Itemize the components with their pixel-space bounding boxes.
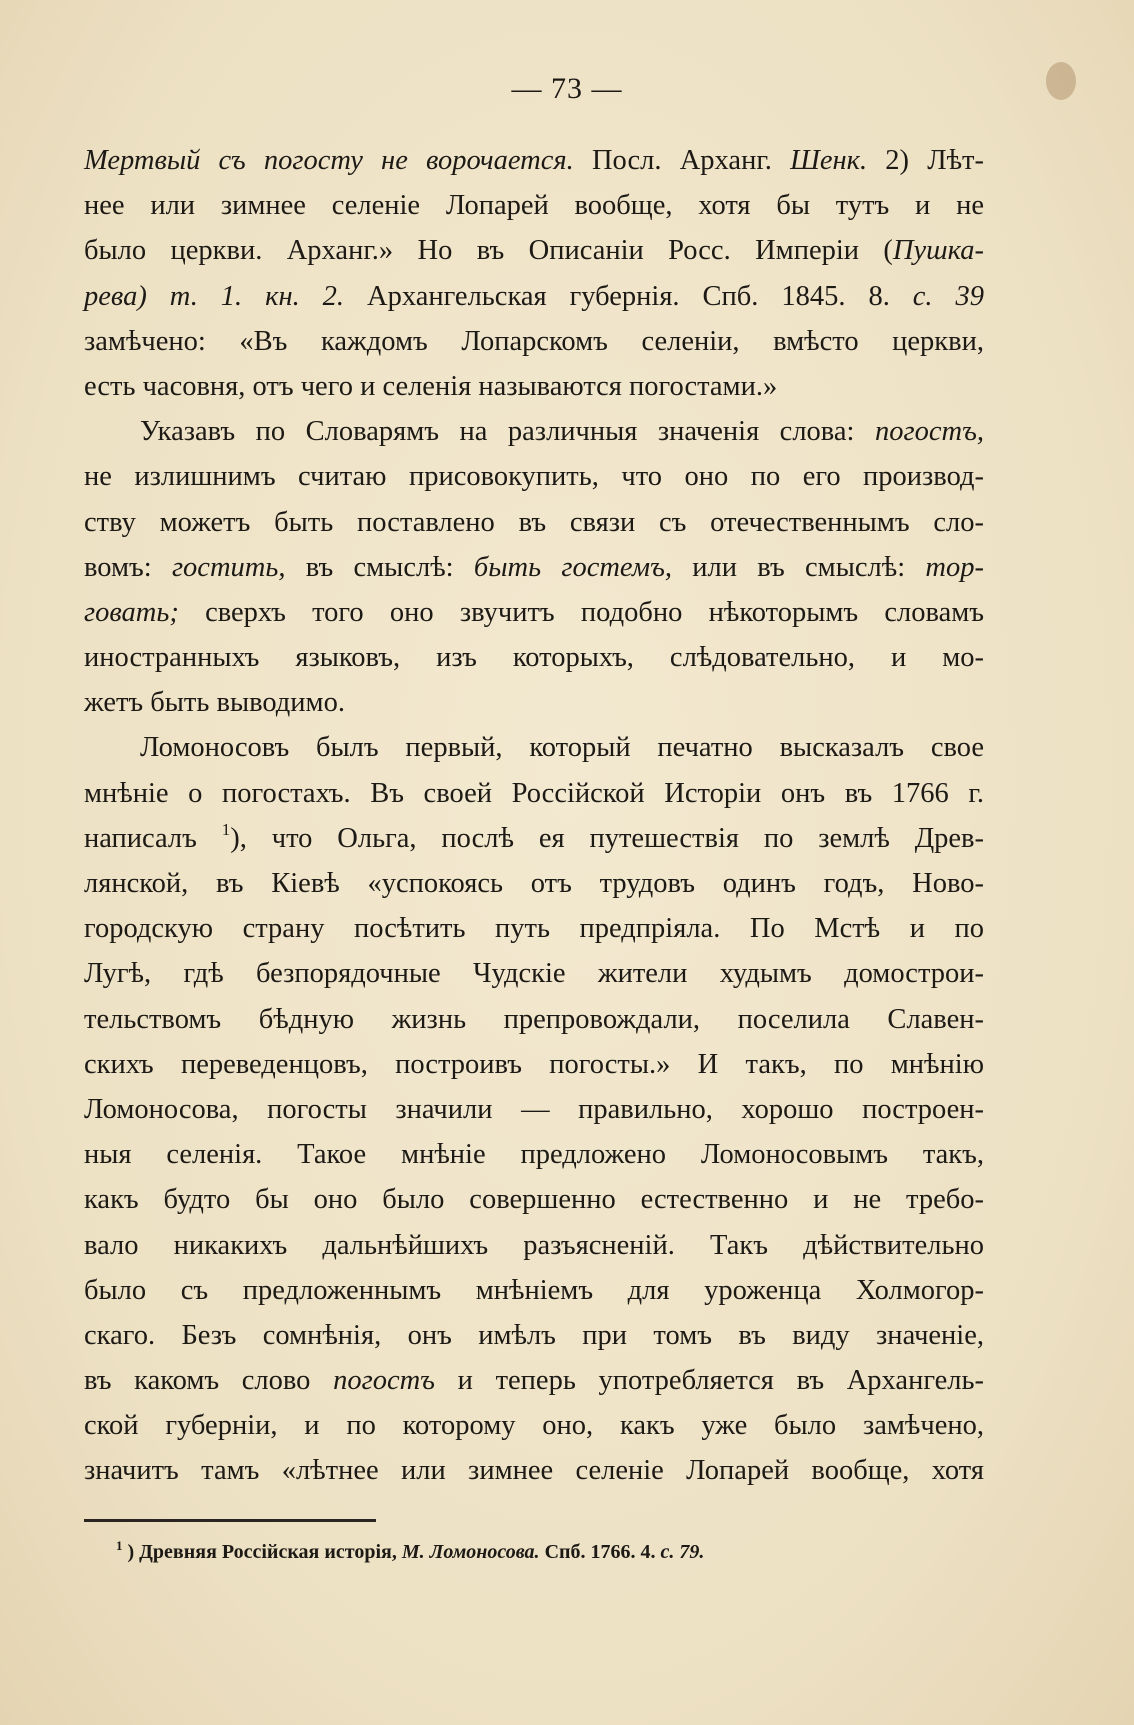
text-segment: скихъ переведенцовъ, построивъ погосты.» И такъ, по мнѣнію (84, 1048, 984, 1080)
text-segment: лянской, въ Кіевѣ «успокоясь отъ трудовъ одинъ годъ, Ново- (84, 868, 984, 899)
text-segment: Шенк. (790, 145, 868, 176)
text-segment: есть часовня, отъ чего и селенія называются погостами.» (84, 370, 778, 402)
text-segment: с. 39 (912, 280, 985, 312)
text-line (84, 725, 984, 770)
text-line (84, 861, 984, 906)
text-segment: тор- (925, 551, 984, 583)
text-line (84, 635, 984, 680)
text-segment: не излишнимъ считаю присовокупить, что оно по его производ- (84, 461, 984, 493)
text-segment: Пушка- (892, 235, 984, 267)
text-line (84, 1313, 984, 1358)
text-segment: ныя селенія. Такое мнѣніе предложено Ломоносовымъ такъ, (84, 1139, 984, 1171)
text-line (84, 1087, 984, 1132)
text-line (84, 816, 984, 861)
text-segment: Лугѣ, гдѣ безпорядочные Чудскіе жители худымъ домострои- (84, 958, 984, 990)
text-line (84, 454, 984, 499)
text-segment: Ломоносова, погосты значили — правильно, хорошо построен- (84, 1093, 984, 1125)
text-segment: Ломоносовъ былъ первый, который печатно высказалъ свое (140, 732, 984, 764)
text-segment: Указавъ по Словарямъ на различныя значенія слова: (140, 416, 875, 448)
text-segment: Посл. Арханг. (573, 145, 791, 176)
footnote-segment: Спб. 1766. 4. (539, 1541, 661, 1563)
footnote-segment: с. 79. (660, 1541, 705, 1563)
footnote (116, 1538, 705, 1564)
text-line (84, 951, 984, 996)
text-segment: ской губерніи, и по которому оно, какъ уже было замѣчено, (84, 1410, 984, 1442)
text-segment: замѣчено: «Въ каждомъ Лопарскомъ селеніи, вмѣсто церкви, (84, 325, 984, 357)
text-segment: ству можетъ быть поставлено въ связи съ отечественнымъ сло- (84, 506, 984, 538)
text-segment: сверхъ того оно звучитъ подобно нѣкоторымъ словамъ (178, 596, 984, 628)
text-segment: и теперь употребляется въ Архангель- (434, 1365, 985, 1397)
text-line (84, 1358, 984, 1403)
footnote-rule (84, 1519, 376, 1522)
text-segment: погостъ (333, 1365, 435, 1397)
body-text (84, 138, 984, 1494)
text-segment: 2) Лѣт- (867, 145, 984, 176)
text-line (84, 1403, 984, 1448)
page-number: — 73 — (511, 72, 623, 105)
text-segment: или въ смыслѣ: (671, 551, 926, 583)
footnote-reference: 1 (221, 819, 231, 839)
text-segment: было церкви. Арханг.» Но въ Описаніи Росс. Имперіи ( (84, 235, 893, 267)
text-segment: иностранныхъ языковъ, изъ которыхъ, слѣдовательно, и мо- (84, 642, 984, 674)
text-segment: нее или зимнее селеніе Лопарей вообще, хотя бы тутъ и не (84, 190, 984, 222)
footnote-segment: ) Древняя Россійская исторія, (127, 1541, 402, 1563)
text-segment: ), что Ольга, послѣ ея путешествія по землѣ Древ- (230, 822, 984, 854)
text-line (84, 545, 984, 590)
text-line (84, 319, 984, 364)
text-segment: вомъ: (84, 551, 172, 583)
text-segment: городскую страну посѣтить путь предпріяла. По Мстѣ и по (84, 913, 984, 945)
text-line (84, 500, 984, 545)
text-line (84, 364, 984, 409)
text-segment: скаго. Безъ сомнѣнія, онъ имѣлъ при томъ въ виду значеніе, (84, 1319, 984, 1351)
text-segment: рева) т. 1. кн. 2. (84, 280, 345, 312)
text-segment: говать; (84, 596, 179, 628)
text-line (84, 906, 984, 951)
text-segment: Архангельская губернія. Спб. 1845. 8. (344, 280, 913, 312)
text-segment: въ какомъ слово (84, 1365, 334, 1397)
text-line (84, 680, 984, 725)
text-line (84, 1448, 984, 1493)
text-line (84, 1042, 984, 1087)
footnote-segment: М. Ломоносова. (401, 1541, 540, 1563)
text-segment: мнѣніе о погостахъ. Въ своей Россійской Исторіи онъ въ 1766 г. (84, 777, 984, 809)
footnote-marker: 1 (116, 1538, 123, 1553)
text-line (84, 1132, 984, 1177)
text-segment: вало никакихъ дальнѣйшихъ разъясненій. Такъ дѣйствительно (84, 1229, 984, 1261)
text-segment: значитъ тамъ «лѣтнее или зимнее селеніе Лопарей вообще, хотя (84, 1455, 984, 1487)
text-line (84, 590, 984, 635)
text-line (84, 1268, 984, 1313)
text-segment: гостить, (171, 551, 286, 583)
text-line (84, 183, 984, 228)
text-segment: въ смыслѣ: (285, 551, 474, 583)
text-segment: жетъ быть выводимо. (84, 687, 345, 719)
text-segment: быть гостемъ, (473, 551, 672, 583)
text-segment: Мертвый съ погосту не ворочается. (84, 145, 574, 176)
text-line (84, 1177, 984, 1222)
text-line (84, 228, 984, 273)
text-line (84, 409, 984, 454)
text-line (84, 771, 984, 816)
text-segment: было съ предложеннымъ мнѣніемъ для уроженца Холмогор- (84, 1274, 984, 1306)
text-segment: тельствомъ бѣдную жизнь препровождали, поселила Славен- (84, 1003, 984, 1035)
text-line (84, 1223, 984, 1268)
text-line (84, 997, 984, 1042)
text-segment: написалъ (84, 822, 222, 854)
text-line (84, 138, 984, 183)
text-segment: какъ будто бы оно было совершенно естественно и не требо- (84, 1184, 984, 1216)
text-line (84, 274, 984, 319)
text-segment: погостъ, (874, 416, 984, 448)
